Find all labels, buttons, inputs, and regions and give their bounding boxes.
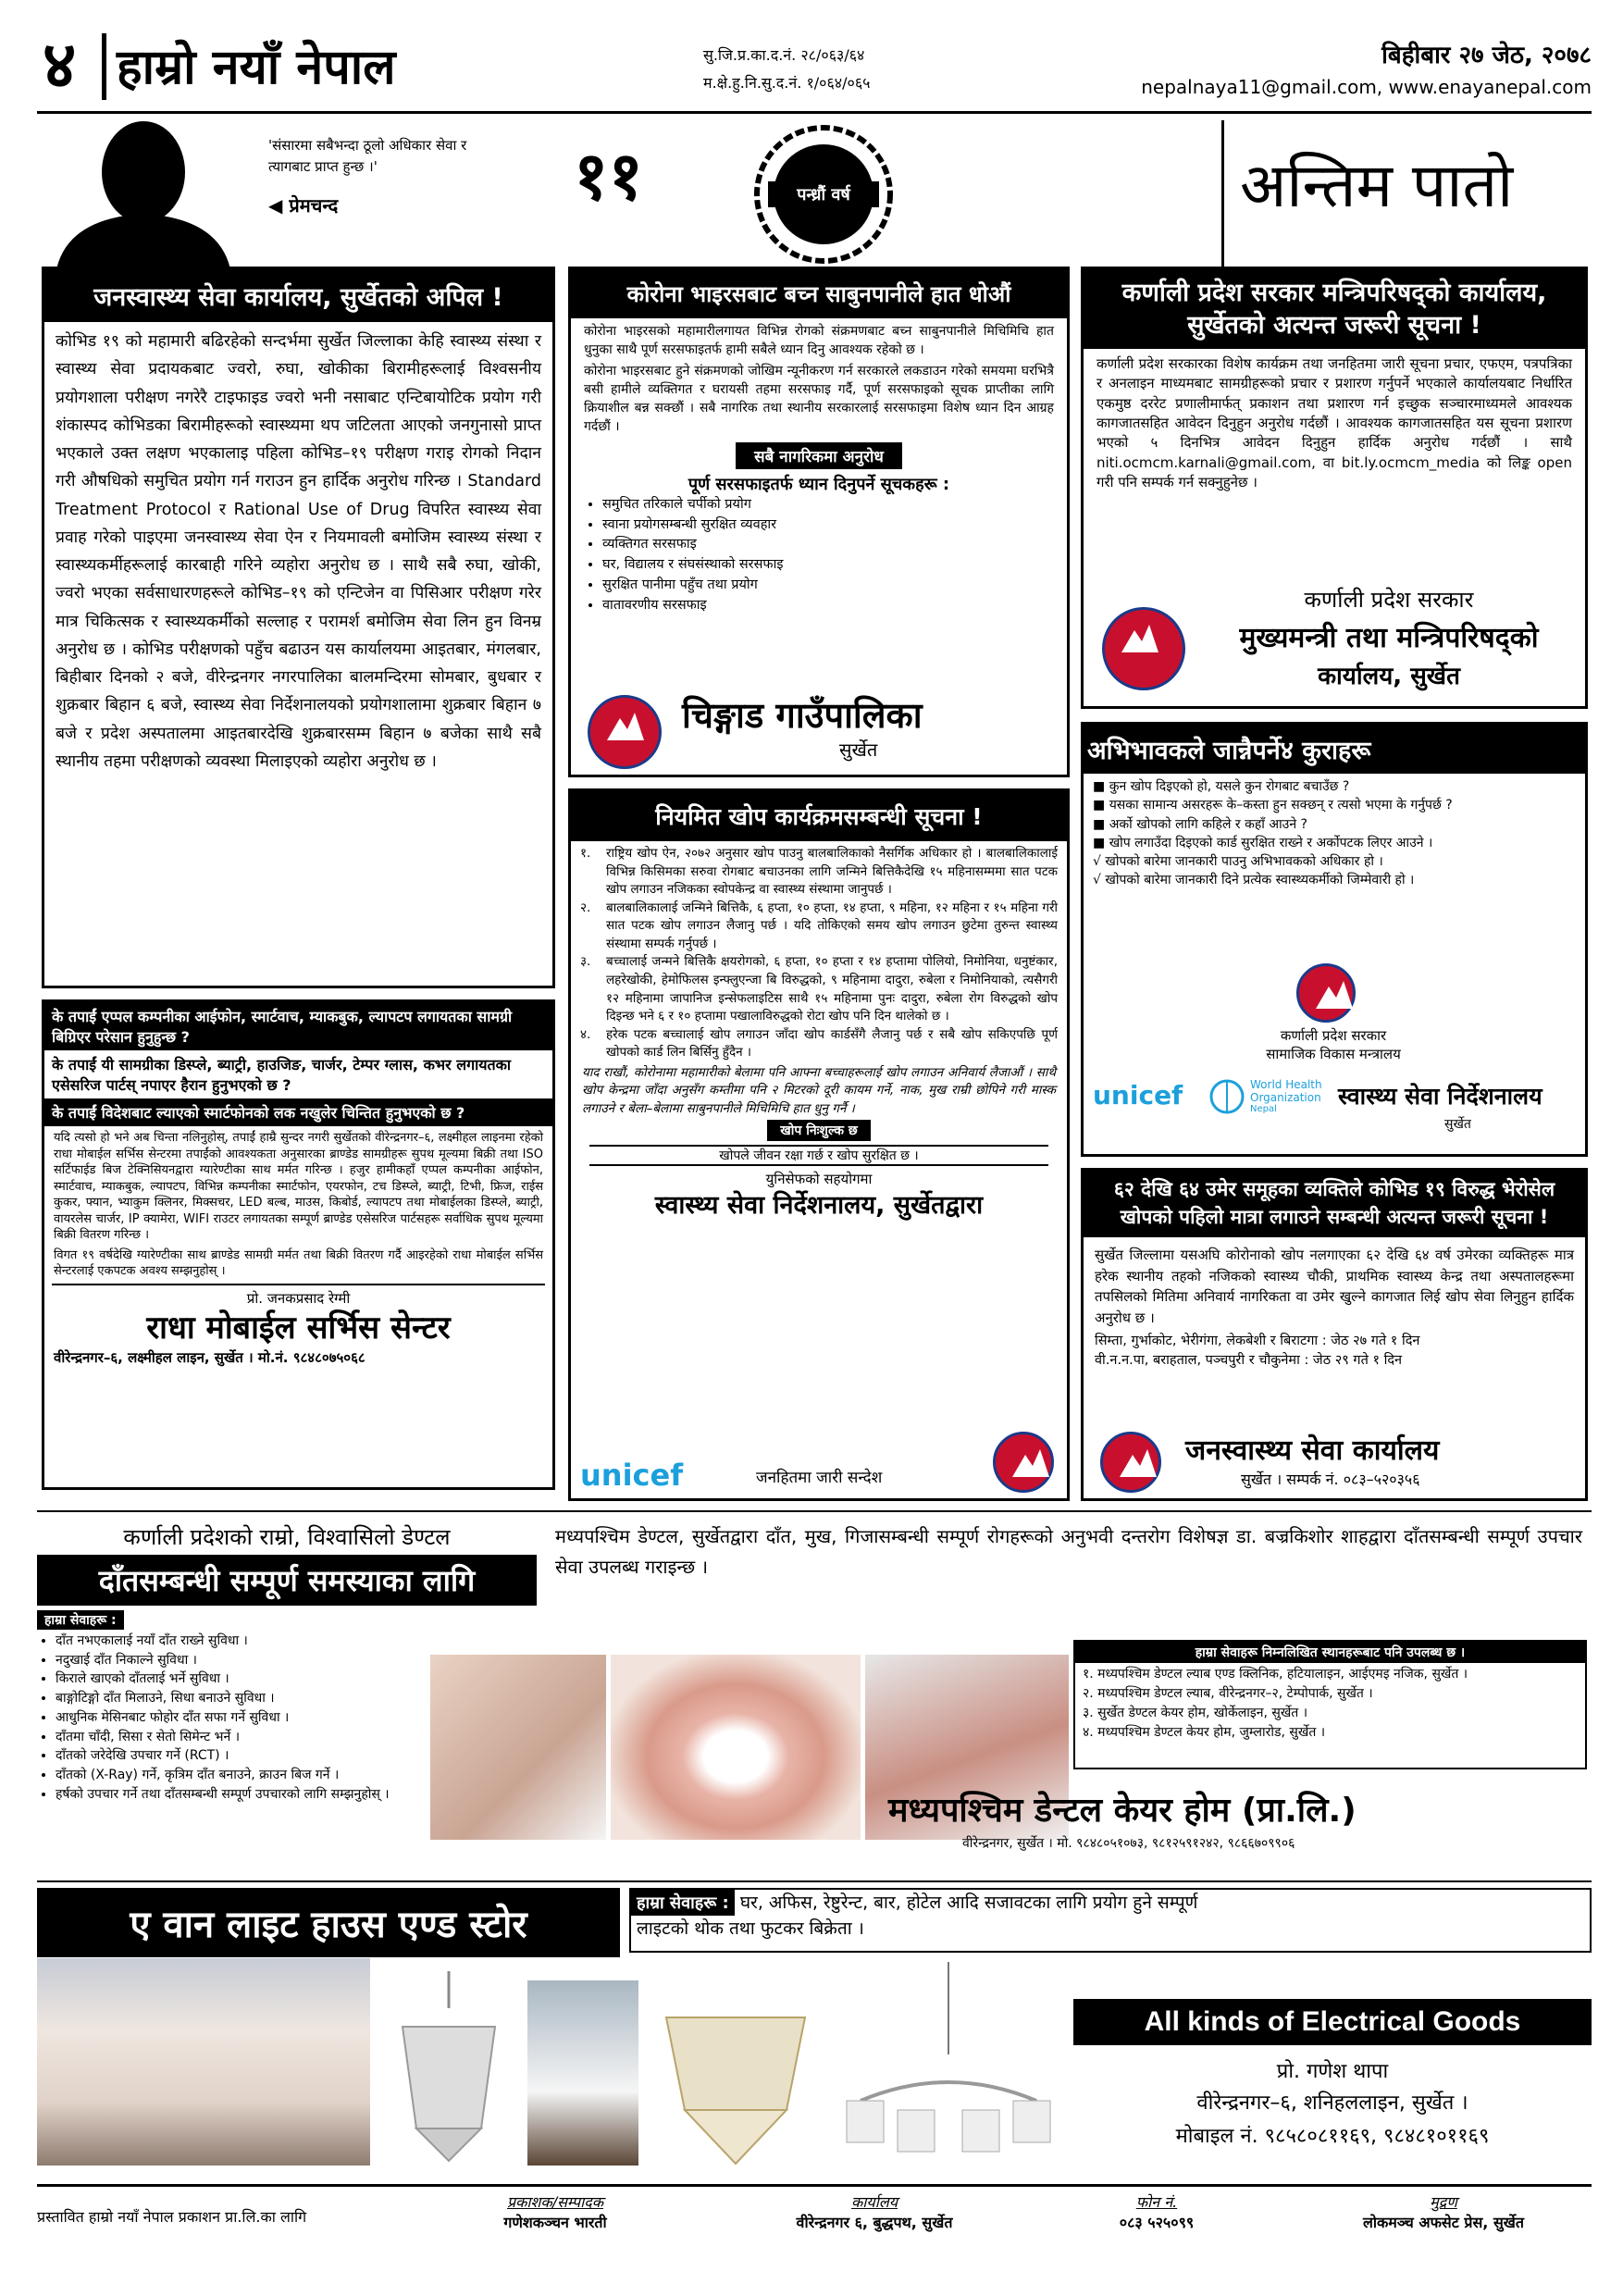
- list-item: • दाँत नभएकालाई नयाँ दाँत राख्ने सुविधा ।: [56, 1632, 426, 1651]
- lighthouse-address: वीरेन्द्रनगर–६, शनिहललाइन, सुर्खेत ।: [1196, 2091, 1468, 2115]
- branches-title: हाम्रा सेवाहरू निम्नलिखित स्थानहरूबाट पनि उपलब्ध छ ।: [1075, 1642, 1585, 1663]
- list-item: • सुरक्षित पानीमा पहुँच तथा प्रयोग: [602, 576, 1067, 596]
- question-3: के तपाईं विदेशबाट ल्याएको स्मार्टफोनको लक नखुलेर चिन्तित हुनुभएको छ ?: [44, 1098, 552, 1126]
- list-item: • दाँतको (X-Ray) गर्ने, कृत्रिम दाँत बनाउने, क्राउन बिज गर्ने ।: [56, 1766, 426, 1785]
- chandelier-icon: [379, 1971, 518, 2166]
- handwash-subtitle: पूर्ण सरसफाइतर्फ ध्यान दिनुपर्ने सूचकहरू :: [688, 474, 950, 494]
- who-text-3: Nepal: [1250, 1104, 1277, 1114]
- list-item: २. बालबालिकालाई जन्मिने बित्तिकै, ६ हप्ता, १० हप्ता, १४ हप्ता, ९ महिना, १२ महिना र १५ महिना गरी सात पटक खोप लगाउन लैजानु पर्छ । यदि तोकिएको समय खोप लगाउन छुटेमा तुरुन्त स्वास्थ्य संस्थामा सम्पर्क गर्नुपर्छ ।: [580, 900, 1058, 951]
- list-item: ४. मध्यपश्चिम डेण्टल केयर होम, जुम्लारोड, सुर्खेत ।: [1083, 1725, 1326, 1740]
- immunization-list: [571, 841, 1067, 1062]
- list-item: • आधुनिक मेसिनबाट फोहोर दाँत सफा गर्ने सुविधा ।: [56, 1708, 426, 1728]
- section-title: अन्तिम पातो: [1240, 150, 1514, 221]
- list-item: √ खोपको बारेमा जानकारी दिने प्रत्येक स्वास्थ्यकर्मीको जिम्मेवारी हो ।: [1093, 873, 1415, 888]
- list-item: • व्यक्तिगत सरसफाइ: [602, 535, 1067, 555]
- parents-place: सुर्खेत: [1444, 1117, 1471, 1132]
- appeal-body: कोभिड १९ को महामारी बढिरहेको सन्दर्भमा सुर्खेत जिल्लाका केहि स्वास्थ्य संस्था र स्वास्थ्य सेवा प्रदायकबाट ज्वरो, रुघा, खोकीका बिरामीहरूलाई विश्वसनीय प्रयोगशाला परीक्षण नगरेरै टाइफाइड ज्वरो भनी नसाबाट एन्टिबायोटिक प्रयोग गरी शंकास्पद कोभिडका बिरामीहरूको स्वास्थ्यमा थप जटिलता आएको जनगुनासो प्राप्त भएकाले उक्त लक्षण भएकालाइ पहिला कोभिड–१९ परीक्षण गराइ रोगको निदान गरी औषधिको समुचित प्रयोग गर्न गराउन हुन हार्दिक अनुरोध गरिन्छ । Standard Treatment Protocol र Rational Use of Drug विपरित स्वास्थ्य सेवा प्रवाह गरेको पाइएमा जनस्वास्थ्य सेवा ऐन र नियमावली बमोजिम स्वास्थ्य संस्था र स्वास्थ्यकर्मीहरूलाई कारबाही गरिने व्यहोरा अनुरोध छ । साथै सबै रुघा, खोकी, ज्वरो भएका सर्वसाधारणहरूले कोभिड–१९ को एन्टिजेन वा पिसिआर परीक्षण गरेर मात्र चिकित्सक र स्वास्थ्यकर्मीको सल्लाह र परामर्श बमोजिम सेवा लिन हुन विनम्र अनुरोध छ । कोभिड परीक्षणको पहुँच बढाउन यस कार्यालयमा आइतबार, मंगलबार, बिहीबार दिनको २ बजे, वीरेन्द्रनगर नगरपालिका बालमन्दिरमा सोमबार, बुधबार र शुक्रबार बिहान ६ बजे, स्वास्थ्य सेवा निर्देशनालयको प्रयोगशालामा शुक्रबार बिहान ७ बजे र प्रदेश अस्पतालमा आइतबारदेखि शुक्रबारसम्म बिहान ७ बजेका साथै सबै स्थानीय तहमा परीक्षणको व्यवस्था मिलाइएको व्यहोरा अनुरोध छ ।: [56, 332, 541, 771]
- publication-date: बिहीबार २७ जेठ, २०७८: [1381, 42, 1592, 69]
- health-office-appeal: [42, 267, 555, 988]
- cabinet-org-3: कार्यालय, सुर्खेत: [1318, 663, 1460, 690]
- dental-ad: [37, 1518, 1592, 1879]
- dental-services: [37, 1610, 426, 1804]
- dental-branches: [1073, 1640, 1587, 1769]
- who-text-1: World Health: [1250, 1078, 1322, 1091]
- dental-clinic-name: मध्यपश्चिम डेन्टल केयर होम (प्रा.लि.): [888, 1792, 1357, 1830]
- printer-label: मुद्रण: [1430, 2193, 1457, 2211]
- list-item: • घर, विद्यालय र संघसंस्थाको सरसफाइ: [602, 555, 1067, 576]
- list-item: • नदुखाई दाँत निकाल्ने सुविधा ।: [56, 1651, 426, 1670]
- handwash-banner: सबै नागरिकमा अनुरोध: [736, 442, 902, 469]
- vaccine-line-1: सिम्ता, गुर्भाकोट, भेरीगंगा, लेकबेशी र बिराटगा : जेठ २७ गते १ दिन: [1095, 1334, 1420, 1348]
- office-label: कार्यालय: [851, 2193, 898, 2211]
- list-item: ■ यसका सामान्य असरहरू के–कस्ता हुन सक्छन् र त्यसो भएमा के गर्नुपर्छ ?: [1093, 798, 1453, 813]
- list-item: • स्वाना प्रयोगसम्बन्धी सुरक्षित व्यवहार: [602, 515, 1067, 536]
- immunization-notice: [568, 788, 1070, 1501]
- vaccine-body: सुर्खेत जिल्लामा यसअघि कोरोनाको खोप नलगाएका ६२ देखि ६४ वर्ष उमेरका व्यक्तिहरू मात्र हरेक स्थानीय तहको नजिकको स्वास्थ्य चौकी, प्राथमिक स्वास्थ्य केन्द्र तथा अस्पतालहरूमा तपसिलको मितिमा अनिवार्य नागरिकता वा उमेर खुल्ने कागजात लिई खोप सेवा लिनुहुन हार्दिक अनुरोध छ ।: [1095, 1247, 1574, 1326]
- radha-body-2: विगत १९ वर्षदेखि ग्यारेण्टीका साथ ब्राण्डेड सामग्री मर्मत तथा बिक्री वितरण गर्दै आइरहेको राधा मोबाईल सर्भिस सेन्टरलाई एकपटक अवश्य सम्झनुहोस् ।: [54, 1247, 543, 1279]
- handwash-intro-1: कोरोना भाइरसको महामारीलगायत विभिन्न रोगको संक्रमणबाट बच्न साबुनपानीले मिचिमिचि हात धुनुका साथै पूर्ण सरसफाइतर्फ हामी सबैले ध्यान दिनु आवश्यक रहेको छ ।: [584, 324, 1054, 358]
- wall-lamp-photo: [527, 1980, 638, 2166]
- cabinet-body: कर्णाली प्रदेश सरकारका विशेष कार्यक्रम तथा जनहितमा जारी सूचना प्रचार, एफएम, पत्रपत्रिका र अनलाइन माध्यमबाट सामग्रीहरूको प्रचार र प्रशारण गर्नुपर्ने भएकाले कार्यालयबाट निर्धारित एकमुष्ठ दररेट प्रणालीमार्फत् प्रकाशन तथा प्रशारण गर्न इच्छुक सञ्चारमाध्यमले आवश्यक कागजातसहित आवेदन दिनुहुन अनुरोध गर्दछौं । आवश्यक कागजातसहित यस सूचना प्रशारण भएको ५ दिनभित्र आवेदन दिनुहुन हार्दिक अनुरोध गर्दछौं । साथै niti.ocmcm.karnali@gmail.com, वा bit.ly.ocmcm_media को लिङ्क open गरी पनि सम्पर्क गर्न सक्नुहुनेछ ।: [1096, 355, 1572, 490]
- electrical-goods-banner: All kinds of Electrical Goods: [1073, 1999, 1592, 2045]
- list-item: १. मध्यपश्चिम डेण्टल ल्याब एण्ड क्लिनिक, हटियालाइन, आईएमइ नजिक, सुर्खेत ।: [1083, 1667, 1468, 1682]
- masthead-quote: 'संसारमा सबैभन्दा ठूलो अधिकार सेवा र त्यागबाट प्राप्त हुन्छ ।': [268, 137, 467, 176]
- vaccine-title-2: खोपको पहिलो मात्रा लगाउने सम्बन्धी अत्यन्त जरूरी सूचना !: [1084, 1202, 1585, 1237]
- handwash-ad: [568, 267, 1070, 777]
- handwash-list: [580, 495, 1067, 616]
- parents-org-2: सामाजिक विकास मन्त्रालय: [1266, 1046, 1401, 1062]
- immunization-note: याद राखौं, कोरोनामा महामारीको बेलामा पनि आफ्ना बच्चाहरूलाई खोप लगाउन अनिवार्य लैजाऔं । साथै खोप केन्द्रमा जाँदा अनुसँग कम्तीमा पनि २ मिटरको दूरी कायम गर्ने, नाक, मुख राम्री छोपिने गरी मास्क लगाउने र बेला–बेलामा साबुनपानीले मिचिमिचि हात धुनु गर्नै ।: [582, 1064, 1056, 1116]
- radha-proprietor: प्रो. जनकप्रसाद रेग्मी: [246, 1289, 351, 1307]
- parents-org-1: कर्णाली प्रदेश सरकार: [1280, 1027, 1387, 1044]
- list-item: • बाङ्गोटिङ्गो दाँत मिलाउने, सिधा बनाउने सुविधा ।: [56, 1689, 426, 1708]
- lighthouse-services-label: हाम्रा सेवाहरू :: [631, 1890, 735, 1916]
- paper-name: हाम्रो नयाँ नेपाल: [117, 40, 396, 95]
- footer: [37, 2191, 1592, 2247]
- masthead: [37, 28, 1592, 278]
- list-item: ३. सुर्खेत डेण्टल केयर होम, खोर्केलाइन, सुर्खेत ।: [1083, 1706, 1308, 1720]
- publisher-label: प्रकाशक/सम्पादक: [506, 2193, 604, 2211]
- karnali-cabinet-notice: [1081, 267, 1588, 709]
- anniversary-text: पन्ध्रौं वर्ष: [797, 185, 850, 205]
- nepal-emblem-icon: [588, 695, 662, 769]
- pendant-light-icon: [833, 1962, 1064, 2166]
- cabinet-org-1: कर्णाली प्रदेश सरकार: [1304, 587, 1474, 613]
- table-lamp-photo: [37, 1958, 370, 2166]
- list-item: • किराले खाएको दाँतलाई भर्ने सुविधा ।: [56, 1669, 426, 1689]
- registration-line-2: म.क्षे.हु.नि.सु.द.नं. १/०६४/०६५: [703, 74, 871, 92]
- dental-services-label: हाम्रा सेवाहरू :: [37, 1610, 124, 1630]
- page-number: ४: [43, 27, 77, 103]
- printer-value: लोकमञ्च अफसेट प्रेस, सुर्खेत: [1363, 2214, 1524, 2231]
- phone-label: फोन नं.: [1135, 2193, 1178, 2211]
- lighthouse-services-text-2: लाइटको थोक तथा फुटकर बिक्रेता ।: [637, 1918, 864, 1939]
- radha-address: वीरेन्द्रनगर–६, लक्ष्मीहल लाइन, सुर्खेत । मो.नं. ९८४८०७५०६८: [54, 1348, 365, 1366]
- parents-title: अभिभावकले जान्नैपर्ने४ कुराहरू: [1084, 725, 1585, 774]
- list-item: ■ अर्को खोपको लागि कहिले र कहाँ आउने ?: [1093, 816, 1307, 832]
- question-2: के तपाईं यी सामग्रीका डिस्प्ले, ब्याट्री, हाउजिङ, चार्जर, टेम्पर ग्लास, कभर लगायतका एसेसरिज पार्टस् नपाएर हैरान हुनुभएको छ ?: [52, 1056, 512, 1094]
- nepal-emblem-icon: [1100, 1432, 1161, 1493]
- publisher-value: गणेशकञ्चन भारती: [503, 2214, 607, 2231]
- immunization-issued: जनहितमा जारी सन्देश: [756, 1469, 883, 1487]
- parents-info: [1081, 722, 1588, 1157]
- lighthouse-ad: [37, 1888, 1592, 2166]
- vaccine-line-2: वी.न.न.पा, बराहताल, पञ्चपुरी र चौकुनेमा : जेठ २९ गते १ दिन: [1095, 1353, 1403, 1369]
- list-item: √ खोपको बारेमा जानकारी पाउनु अभिभावकको अधिकार हो ।: [1093, 854, 1383, 870]
- radha-name: राधा मोबाईल सर्भिस सेन्टर: [146, 1309, 451, 1347]
- dental-photo-flossing: [430, 1655, 606, 1840]
- list-item: ३. बच्चालाई जन्मने बित्तिकै क्षयरोगको, ६ हप्ता, १० हप्ता र १४ हप्तामा पोलियो, निमोनिया, धनुष्टंकार, लहरेखोकी, हेमोफिलस इन्फ्लुएन्जा बि विरुद्धको, ९ महिनामा दादुरा, रुबेला र निमोनियाको, त्यसैगरी १२ महिनामा जापानिज इन्सेफलाइटिस साथै १५ महिनामा पुनः दादुरा, रुबेला रोग विरुद्धको खोप दिइन्छ भने ६ र १० हप्तामा पखालाविरुद्धको रोटा खोप पनि दिन थालेको छ ।: [580, 954, 1058, 1024]
- lighthouse-name: ए वान लाइट हाउस एण्ड स्टोर: [37, 1888, 620, 1957]
- vaccine-contact: सुर्खेत । सम्पर्क नं. ०८३–५२०३५६: [1241, 1471, 1420, 1488]
- handwash-place: सुर्खेत: [839, 738, 878, 761]
- vaccine-slogan: खोपले जीवन रक्षा गर्छ र खोप सुरक्षित छ ।: [589, 1145, 1048, 1166]
- handwash-org: चिङ्गाड गाउँपालिका: [682, 695, 923, 736]
- parents-list: [1084, 774, 1585, 894]
- immunization-org: स्वास्थ्य सेवा निर्देशनालय, सुर्खेतद्वारा: [654, 1191, 984, 1221]
- cabinet-org-2: मुख्यमन्त्री तथा मन्त्रिपरिषद्को: [1239, 622, 1539, 654]
- triangle-icon: ◀: [268, 194, 290, 217]
- list-item: ४. हरेक पटक बच्चालाई खोप लगाउन जाँदा खोप कार्डसँगै लैजानु पर्छ र सबै खोप सकिएपछि पूर्ण खोपको कार्ड लिन बिर्सिनु हुँदैन ।: [580, 1026, 1058, 1061]
- vaccine-org: जनस्वास्थ्य सेवा कार्यालय: [1185, 1434, 1440, 1467]
- phone-value: ०८३ ५२५०९९: [1119, 2214, 1195, 2231]
- footer-intro: प्रस्तावित हाम्रो नयाँ नेपाल प्रकाशन प्रा.लि.का लागि: [37, 2208, 307, 2226]
- vaccine-title-1: ६२ देखि ६४ उमेर समूहका व्यक्तिले कोभिड १९ विरुद्ध भेरोसेल: [1084, 1171, 1585, 1202]
- dental-tagline: कर्णाली प्रदेशको राम्रो, विश्वासिलो डेण्टल: [123, 1524, 451, 1550]
- covid-vaccine-notice: [1081, 1168, 1588, 1501]
- lighthouse-proprietor: प्रो. गणेश थापा: [1276, 2060, 1389, 2083]
- unicef-logo: unicef: [1093, 1080, 1183, 1111]
- radha-body: यदि त्यसो हो भने अब चिन्ता नलिनुहोस्, तपाईं हाम्रै सुन्दर नगरी सुर्खेतको वीरेन्द्रनगर–६, लक्ष्मीहल लाइनमा रहेको राधा मोबाईल सर्भिस सेन्टरमा तपाईंको आवश्यकता अनुसारका ब्राण्डेड सामग्रीहरू सुपथ मूल्यमा बिक्री तथा ISO सर्टिफाईड बिज टेक्निसियनद्वारा ग्यारेण्टीका साथ मर्मत गरिन्छ । हजुर हामीकहाँ एप्पल कम्पनीका आईफोन, स्मार्टवाच, म्याकबुक, ल्यापटप, विभिन्न कम्पनीका स्मार्टफोन, एयरफोन, टच डिस्प्ले, ब्याट्री, टिभी, फ्रिज, राईस कुकर, फ्यान, भ्याकुम क्लिनर, मिक्सचर, LED बल्ब, माउस, किबोर्ड, ल्यापटप तथा मोबाईलका डिस्प्ले, ब्याट्री, वायरलेस चार्जर, IP क्यामेरा, WIFI राउटर लगायतका सम्पूर्ण ब्राण्डेड एसेसरिज पार्टसहरू सर्वाधिक सुपथ मूल्यमा बिक्री वितरण गरिन्छ ।: [54, 1131, 543, 1243]
- dental-photo-smile: [611, 1655, 861, 1840]
- list-item: • दाँतको जरेदेखि उपचार गर्ने (RCT) ।: [56, 1746, 426, 1766]
- volume-number: ११: [574, 137, 643, 215]
- quote-author: ◀ प्रेमचन्द: [268, 194, 339, 217]
- appeal-title: जनस्वास्थ्य सेवा कार्यालय, सुर्खेतको अपिल !: [44, 269, 552, 322]
- cabinet-title: कर्णाली प्रदेश सरकार मन्त्रिपरिषद्को कार्यालय, सुर्खेतको अत्यन्त जरूरी सूचना !: [1084, 269, 1585, 349]
- list-item: ■ खोप लगाउँदा दिइएको कार्ड सुरक्षित राख्ने र अर्कोपटक लिएर आउने ।: [1093, 835, 1433, 850]
- crystal-chandelier-icon: [648, 1980, 824, 2166]
- nepal-emblem-icon: [993, 1432, 1054, 1493]
- handwash-intro-2: कोरोना भाइरसबाट हुने संक्रमणको जोखिम न्यूनीकरण गर्न सरकारले लकडाउन गरेको समयमा घरभित्रै बसी हामीले व्यक्तिगत र घरायसी तहमा सरसफाइ गर्दै, पूर्ण सरसफाइको सूचक प्राप्तीका लागि क्रियाशील बन्न सक्छौं । सबै नागरिक तथा स्थानीय सरकारलाई सरसफाइमा विशेष ध्यान दिन आग्रह गर्दछौं ।: [584, 363, 1054, 435]
- unicef-logo: unicef: [580, 1458, 684, 1493]
- dental-contact: वीरेन्द्रनगर, सुर्खेत । मो. ९८४८०५१०७३, ९८१२५९१२४२, ९८६६७०९९०६: [962, 1836, 1295, 1851]
- question-1: के तपाईं एप्पल कम्पनीका आईफोन, स्मार्टवाच, म्याकबुक, ल्यापटप लगायतका सामग्री बिग्रिएर परेसान हुनुहुन्छ ?: [44, 1002, 552, 1050]
- list-item: • दाँतमा चाँदी, सिसा र सेतो सिमेन्ट भर्ने ।: [56, 1728, 426, 1747]
- dental-intro: मध्यपश्चिम डेण्टल, सुर्खेतद्वारा दाँत, मुख, गिजासम्बन्धी सम्पूर्ण रोगहरूको अनुभवी दन्तरोग विशेषज्ञ डा. बज्रकिशोर शाहद्वारा दाँतसम्बन्धी सम्पूर्ण उपचार सेवा उपलब्ध गराइन्छ ।: [555, 1525, 1582, 1578]
- vaccine-free: खोप निःशुल्क छ: [767, 1120, 870, 1141]
- who-globe-icon: [1208, 1078, 1245, 1115]
- author-silhouette: [37, 117, 250, 274]
- office-value: वीरेन्द्रनगर ६, बुद्धपथ, सुर्खेत: [796, 2214, 953, 2231]
- lighthouse-services-text-1: घर, अफिस, रेष्टुरेन्ट, बार, होटेल आदि सजावटका लागि प्रयोग हुने सम्पूर्ण: [739, 1893, 1198, 1913]
- list-item: २. मध्यपश्चिम डेण्टल ल्याब, वीरेन्द्रनगर–२, टेम्पोपार्क, सुर्खेत ।: [1083, 1686, 1373, 1701]
- parents-org-3: स्वास्थ्य सेवा निर्देशनालय: [1338, 1083, 1542, 1110]
- list-item: • समुचित तरिकाले चर्पीको प्रयोग: [602, 495, 1067, 515]
- nepal-emblem-icon: [1296, 963, 1356, 1023]
- dental-banner: दाँतसम्बन्धी सम्पूर्ण समस्याका लागि: [37, 1555, 537, 1606]
- who-text-2: Organization: [1250, 1091, 1321, 1104]
- list-item: १. राष्ट्रिय खोप ऐन, २०७२ अनुसार खोप पाउनु बालबालिकाको नैसर्गिक अधिकार हो । बालबालिकालाई विभिन्न किसिमका सरुवा रोगबाट बचाउनका लागि जन्मिने बित्तिकैदेखि १५ महिनासम्ममा सात पटक खोप लगाउन नजिकका स्वोपकेन्द्र वा स्वास्थ्य संस्थामा जानुपर्छ ।: [580, 846, 1058, 898]
- nepal-emblem-icon: [1102, 607, 1185, 690]
- immunization-title: नियमित खोप कार्यक्रमसम्बन्धी सूचना !: [571, 791, 1067, 841]
- list-item: • हर्षको उपचार गर्ने तथा दाँतसम्बन्धी सम्पूर्ण उपचारको लागि सम्झनुहोस् ।: [56, 1785, 426, 1805]
- radha-mobile-ad: [42, 999, 555, 1490]
- lighthouse-mobile: मोबाइल नं. ९८५८०८११६९, ९८४८१०११६९: [1175, 2125, 1490, 2148]
- list-item: ■ कुन खोप दिइएको हो, यसले कुन रोगबाट बचाउँछ ?: [1093, 779, 1350, 794]
- contact-line: nepalnaya11@gmail.com, www.enayanepal.com: [1141, 76, 1592, 98]
- registration-line-1: सु.जि.प्र.का.द.नं. २८/०६३/६४: [703, 46, 865, 64]
- list-item: • वातावरणीय सरसफाइ: [602, 596, 1067, 616]
- handwash-title: कोरोना भाइरसबाट बच्न साबुनपानीले हात धोऔं: [571, 269, 1067, 318]
- unicef-support: युनिसेफको सहयोगमा: [765, 1171, 873, 1188]
- lighthouse-services: [629, 1888, 1592, 1953]
